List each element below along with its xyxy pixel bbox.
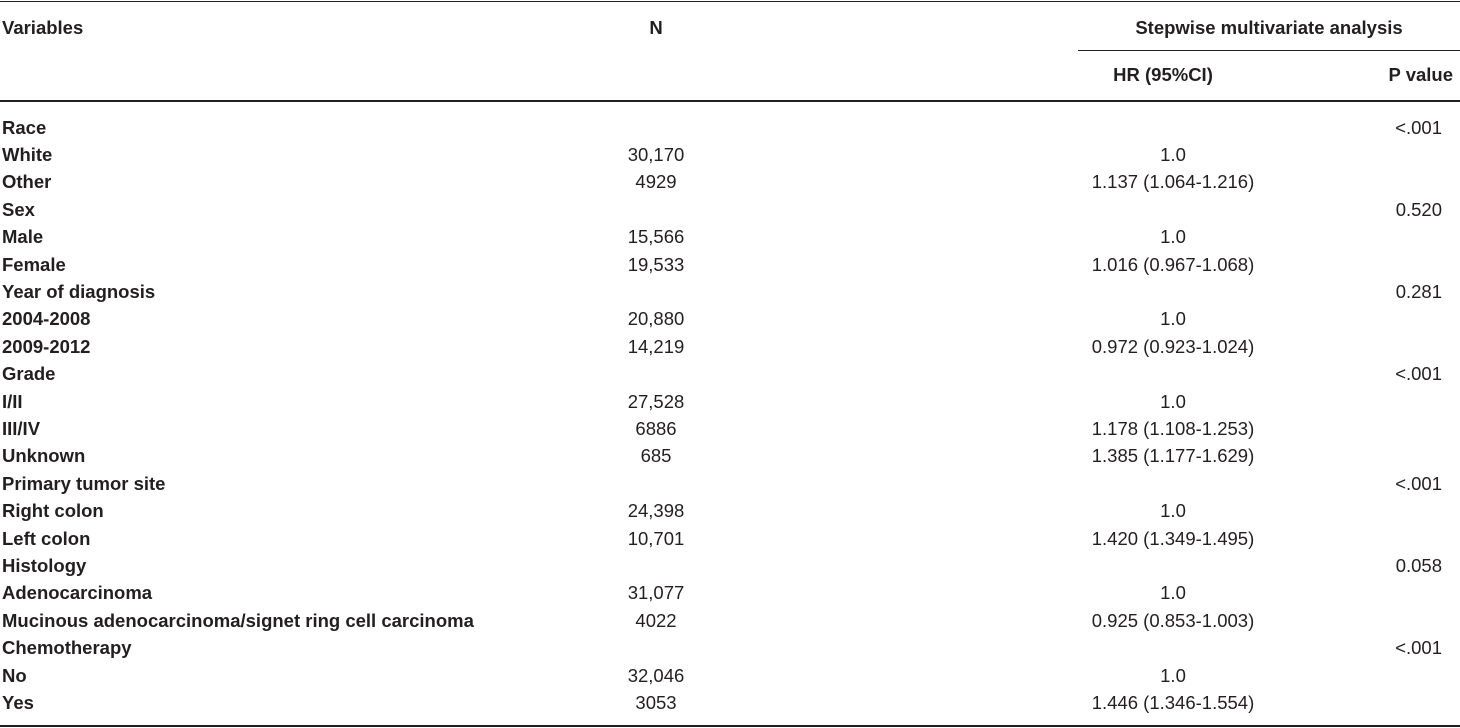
table-row bbox=[0, 497, 1460, 524]
cell-hr: 1.0 bbox=[1160, 664, 1186, 686]
header-n: N bbox=[649, 17, 663, 38]
cell-hr: 1.178 (1.108-1.253) bbox=[1091, 417, 1255, 439]
cell-variable: Grade bbox=[2, 363, 56, 385]
cell-n: 30,170 bbox=[627, 143, 685, 165]
cell-p-value: <.001 bbox=[1395, 363, 1442, 385]
cell-n: 14,219 bbox=[627, 335, 685, 357]
cell-n: 15,566 bbox=[627, 226, 685, 248]
table-row bbox=[0, 689, 1460, 716]
cell-variable: Histology bbox=[2, 554, 87, 576]
cell-variable: Adenocarcinoma bbox=[2, 582, 153, 604]
cell-variable: Unknown bbox=[2, 445, 86, 467]
cell-variable: White bbox=[2, 143, 53, 165]
cell-hr: 0.972 (0.923-1.024) bbox=[1091, 335, 1255, 357]
table-row bbox=[0, 251, 1460, 278]
cell-hr: 1.420 (1.349-1.495) bbox=[1091, 527, 1255, 549]
cell-n: 685 bbox=[640, 445, 672, 467]
cell-variable: Female bbox=[2, 253, 66, 275]
cell-variable: 2009-2012 bbox=[2, 335, 91, 357]
table-row bbox=[0, 525, 1460, 552]
cell-hr: 1.0 bbox=[1160, 308, 1186, 330]
cell-variable: III/IV bbox=[2, 417, 41, 439]
cell-hr: 1.016 (0.967-1.068) bbox=[1091, 253, 1255, 275]
cell-hr: 1.0 bbox=[1160, 500, 1186, 522]
table-row bbox=[0, 442, 1460, 469]
cell-p-value: 0.520 bbox=[1395, 198, 1442, 220]
header-bottom-rule bbox=[0, 100, 1460, 102]
table-row bbox=[0, 662, 1460, 689]
table-row bbox=[0, 305, 1460, 332]
cell-hr: 1.446 (1.346-1.554) bbox=[1091, 691, 1255, 713]
cell-variable: Mucinous adenocarcinoma/signet ring cell carcinoma bbox=[2, 609, 474, 631]
cell-hr: 1.0 bbox=[1160, 582, 1186, 604]
cell-variable: Primary tumor site bbox=[2, 472, 166, 494]
header-variables: Variables bbox=[2, 17, 84, 38]
table-row bbox=[0, 634, 1460, 661]
cell-variable: Year of diagnosis bbox=[2, 280, 156, 302]
table-row bbox=[0, 470, 1460, 497]
table-top-rule bbox=[0, 1, 1460, 2]
header-stepwise-analysis: Stepwise multivariate analysis bbox=[1135, 17, 1403, 38]
cell-variable: Race bbox=[2, 116, 47, 138]
table-row bbox=[0, 196, 1460, 223]
header-p-value: P value bbox=[1388, 64, 1453, 85]
cell-n: 24,398 bbox=[627, 500, 685, 522]
cell-n: 3053 bbox=[635, 691, 677, 713]
cell-n: 6886 bbox=[635, 417, 677, 439]
cell-variable: 2004-2008 bbox=[2, 308, 91, 330]
cell-variable: Chemotherapy bbox=[2, 637, 132, 659]
cell-variable: Sex bbox=[2, 198, 35, 220]
table-row bbox=[0, 223, 1460, 250]
cell-n: 27,528 bbox=[627, 390, 685, 412]
cell-p-value: <.001 bbox=[1395, 637, 1442, 659]
table-row bbox=[0, 607, 1460, 634]
cell-hr: 1.0 bbox=[1160, 390, 1186, 412]
table-row bbox=[0, 415, 1460, 442]
table-row bbox=[0, 114, 1460, 141]
cell-p-value: 0.058 bbox=[1395, 554, 1442, 576]
table-row bbox=[0, 278, 1460, 305]
cell-variable: Left colon bbox=[2, 527, 91, 549]
cell-variable: No bbox=[2, 664, 27, 686]
table-row bbox=[0, 360, 1460, 387]
cell-n: 19,533 bbox=[627, 253, 685, 275]
cell-variable: Male bbox=[2, 226, 44, 248]
cell-hr: 1.385 (1.177-1.629) bbox=[1091, 445, 1255, 467]
cell-hr: 1.137 (1.064-1.216) bbox=[1091, 171, 1255, 193]
cell-n: 31,077 bbox=[627, 582, 685, 604]
cell-p-value: <.001 bbox=[1395, 116, 1442, 138]
cell-n: 4929 bbox=[635, 171, 677, 193]
header-hr: HR (95%CI) bbox=[1113, 64, 1213, 85]
cell-n: 4022 bbox=[635, 609, 677, 631]
cell-variable: Yes bbox=[2, 691, 34, 713]
cell-n: 20,880 bbox=[627, 308, 685, 330]
table-row bbox=[0, 168, 1460, 195]
table-row bbox=[0, 579, 1460, 606]
cell-variable: Right colon bbox=[2, 500, 104, 522]
cell-variable: I/II bbox=[2, 390, 23, 412]
table-row bbox=[0, 141, 1460, 168]
cell-variable: Other bbox=[2, 171, 52, 193]
table-row bbox=[0, 388, 1460, 415]
cell-hr: 0.925 (0.853-1.003) bbox=[1091, 609, 1255, 631]
cell-n: 32,046 bbox=[627, 664, 685, 686]
cell-p-value: <.001 bbox=[1395, 472, 1442, 494]
cell-hr: 1.0 bbox=[1160, 143, 1186, 165]
table-row bbox=[0, 333, 1460, 360]
cell-p-value: 0.281 bbox=[1395, 280, 1442, 302]
cell-n: 10,701 bbox=[627, 527, 685, 549]
header-group-rule bbox=[1078, 50, 1460, 51]
table-bottom-rule bbox=[0, 725, 1460, 727]
cell-hr: 1.0 bbox=[1160, 226, 1186, 248]
table-row bbox=[0, 552, 1460, 579]
